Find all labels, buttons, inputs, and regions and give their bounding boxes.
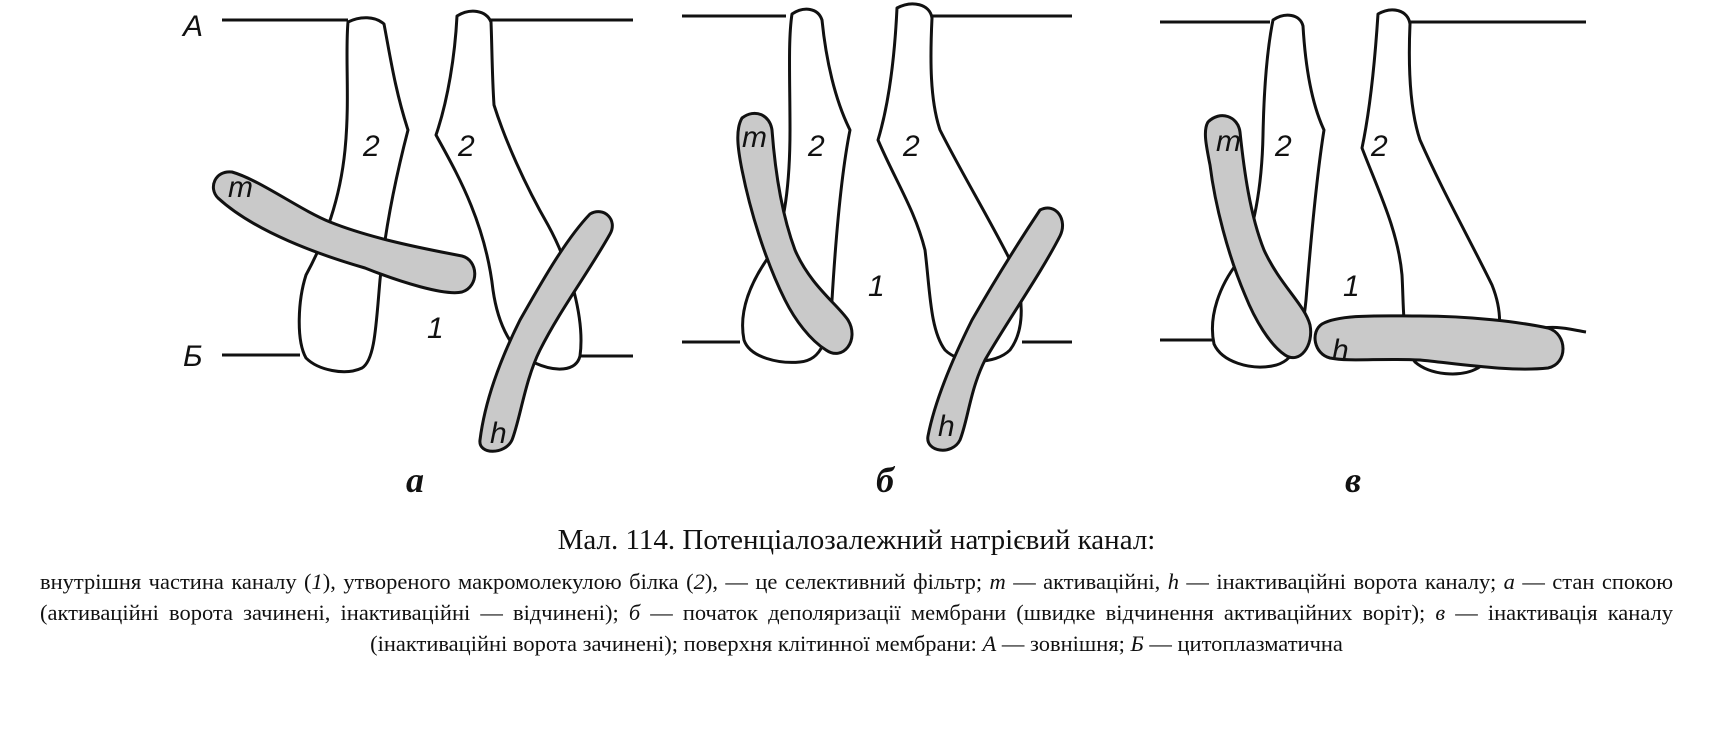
- caption-symbol: h: [1167, 569, 1179, 594]
- panel-b-channel-label: 1: [868, 270, 885, 303]
- caption-text: — початок деполяризації мембрани (швидке відчинення активаційних воріт);: [640, 600, 1436, 625]
- membrane-outer-label: А: [183, 10, 204, 43]
- panel-a-resting-state: [213, 11, 633, 500]
- caption-text: — інактивація каналу (інактиваційні ворота зачинені); поверхня клітинної мембрани:: [370, 600, 1673, 656]
- panel-a-protein-label-left: 2: [363, 130, 380, 163]
- panel-b-letter: б: [876, 460, 894, 500]
- panel-b-h-label: h: [938, 410, 955, 443]
- caption-symbol: б: [628, 600, 641, 625]
- caption-symbol: а: [1503, 569, 1515, 594]
- caption-symbol: Б: [1130, 631, 1144, 656]
- panel-v-m-label: m: [1216, 125, 1241, 158]
- panel-b-depolarization-start: [682, 4, 1072, 500]
- caption-text: — цитоплазматична: [1143, 631, 1343, 656]
- panel-b-protein-label-right: 2: [903, 130, 920, 163]
- membrane-inner-label: Б: [183, 340, 203, 373]
- panel-v-inactivation-gate-h: [1315, 316, 1563, 369]
- panel-a-protein-label-right: 2: [458, 130, 475, 163]
- caption-text: — активаційні,: [1005, 569, 1168, 594]
- caption-symbol: А: [982, 631, 997, 656]
- panel-v-protein-label-left: 2: [1275, 130, 1292, 163]
- caption-symbol: 1: [311, 569, 323, 594]
- panel-a-letter: а: [406, 460, 424, 500]
- caption-text: — зовнішня;: [996, 631, 1131, 656]
- panel-a-channel-label: 1: [427, 312, 444, 345]
- panel-a-m-label: m: [228, 171, 253, 204]
- panel-b-protein-label-left: 2: [808, 130, 825, 163]
- caption-symbol: m: [989, 569, 1006, 594]
- caption-text: ), — це селективний фільтр;: [704, 569, 990, 594]
- panel-b-m-label: m: [742, 121, 767, 154]
- caption-symbol: 2: [693, 569, 705, 594]
- panel-v-channel-label: 1: [1343, 270, 1360, 303]
- panel-a-h-label: h: [490, 417, 507, 450]
- panel-a-left-subunit: [299, 18, 408, 372]
- caption-text: внутрішня частина каналу (: [40, 569, 312, 594]
- figure-caption-title: Мал. 114. Потенціалозалежний натрієвий канал:: [557, 524, 1156, 556]
- figure-caption-body: [40, 566, 1673, 659]
- caption-text: — стан спокою (активаційні ворота зачинені, інактиваційні — відчинені);: [40, 569, 1673, 625]
- caption-text: ), утвореного макромолекулою білка (: [322, 569, 694, 594]
- panel-v-channel-inactivation: [1160, 10, 1586, 500]
- panel-v-protein-label-right: 2: [1371, 130, 1388, 163]
- caption-symbol: в: [1435, 600, 1446, 625]
- panel-v-letter: в: [1345, 460, 1362, 500]
- caption-text: — інактиваційні ворота каналу;: [1178, 569, 1504, 594]
- panel-v-h-label: h: [1332, 334, 1349, 367]
